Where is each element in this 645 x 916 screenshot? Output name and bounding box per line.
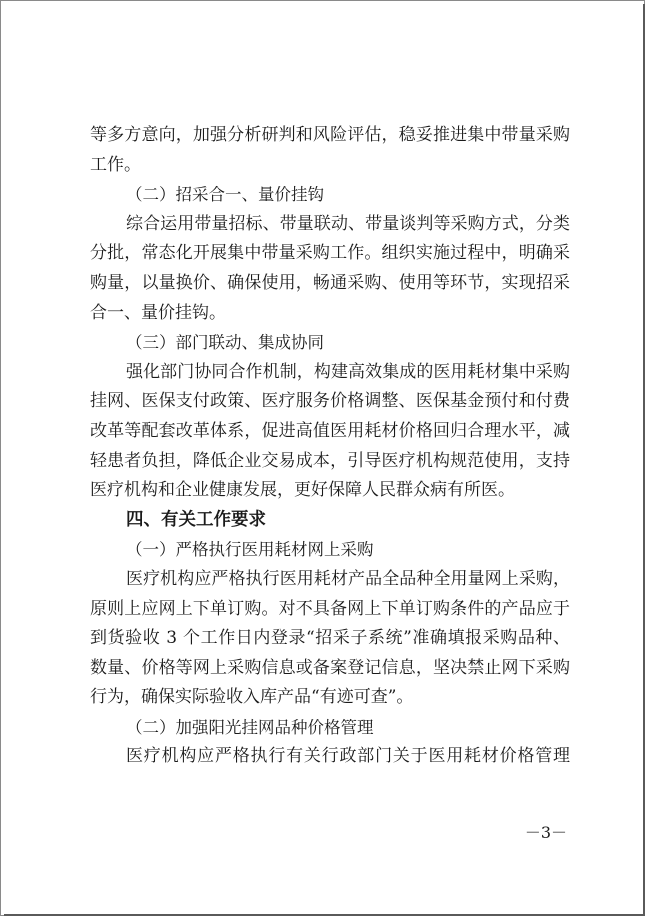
section-heading: （三）部门联动、集成协同	[126, 333, 324, 353]
text-line: 合一、量价挂钩。	[90, 302, 226, 323]
text-line: 挂网、医保支付政策、医疗服务价格调整、医保基金预付和付费	[90, 391, 570, 412]
section-heading: （一）严格执行医用耗材网上采购	[126, 540, 374, 560]
text-line: 轻患者负担，降低企业交易成本，引导医疗机构规范使用，支持	[90, 450, 570, 471]
text-line: 分批，常态化开展集中带量采购工作。组织实施过程中，明确采	[90, 243, 570, 264]
text-line: 到货验收 3 个工作日内登录“招采子系统”准确填报采购品种、	[90, 628, 570, 649]
text-line: 强化部门协同合作机制，构建高效集成的医用耗材集中采购	[126, 361, 570, 382]
document-body	[90, 121, 570, 772]
section-heading: （二）加强阳光挂网品种价格管理	[126, 717, 374, 737]
text-line: 医疗机构应严格执行有关行政部门关于医用耗材价格管理	[126, 746, 570, 767]
text-line: 购量，以量换价、确保使用，畅通采购、使用等环节，实现招采	[90, 272, 570, 293]
chapter-heading: 四、有关工作要求	[126, 509, 266, 530]
section-heading: （二）招采合一、量价挂钩	[126, 185, 324, 205]
text-line: 工作。	[90, 154, 141, 175]
text-line: 改革等配套改革体系，促进高值医用耗材价格回归合理水平，减	[90, 420, 570, 441]
text-line: 医疗机构应严格执行医用耗材产品全品种全用量网上采购，	[126, 568, 570, 589]
text-line: 数量、价格等网上采购信息或备案登记信息，坚决禁止网下采购	[90, 657, 570, 678]
text-line: 原则上应网上下单订购。对不具备网上下单订购条件的产品应于	[90, 598, 570, 619]
text-line: 综合运用带量招标、带量联动、带量谈判等采购方式，分类	[126, 213, 570, 234]
text-line: 医疗机构和企业健康发展，更好保障人民群众病有所医。	[90, 480, 515, 501]
text-line: 行为，确保实际验收入库产品“有迹可查”。	[90, 687, 414, 708]
text-line: 等多方意向，加强分析研判和风险评估，稳妥推进集中带量采购	[90, 125, 570, 145]
page-number: －3－	[524, 823, 567, 842]
